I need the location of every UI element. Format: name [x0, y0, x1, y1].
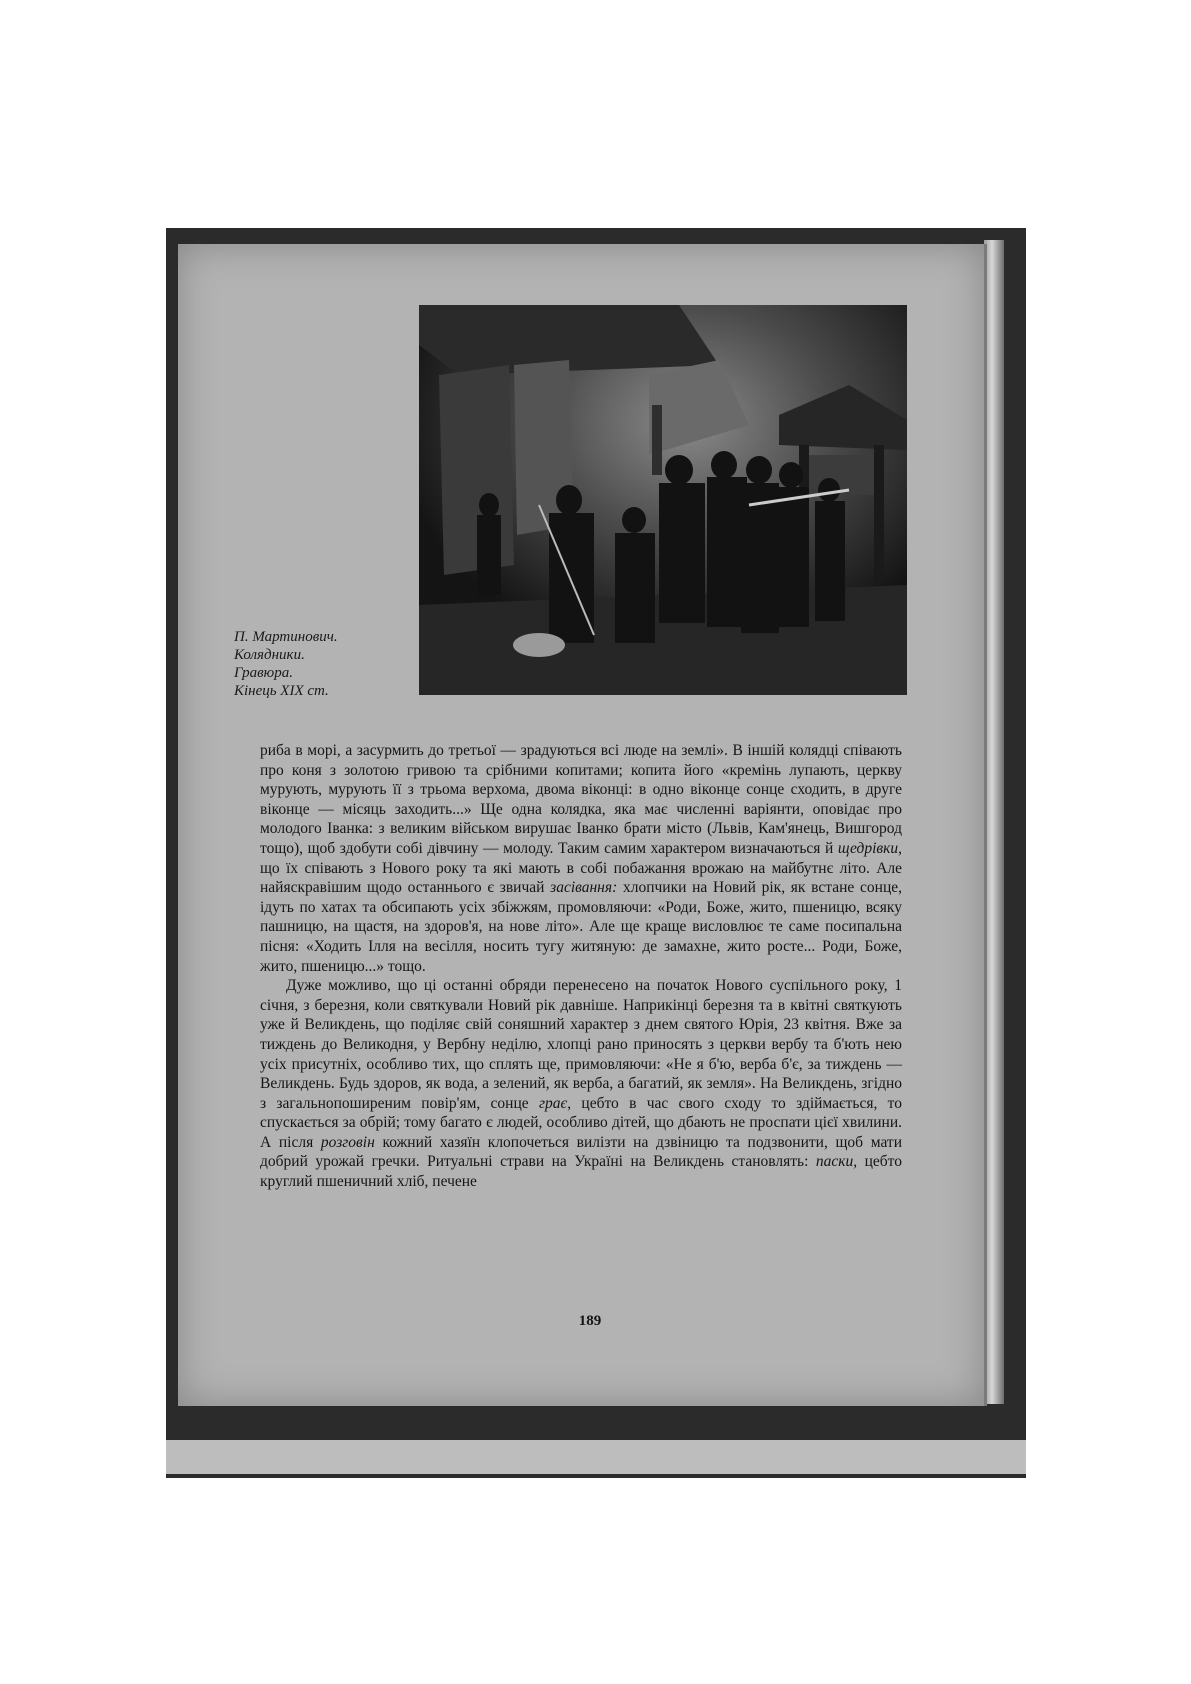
- page-number: 189: [578, 1313, 602, 1329]
- term-rozhovin: розговін: [320, 1133, 375, 1151]
- caption-author: П. Мартинович.: [234, 629, 338, 645]
- term-zasivannia: засівання:: [550, 879, 618, 897]
- caption-title: Колядники.: [234, 647, 305, 663]
- text-run: , що їх співають з Нового року та які мають в собі побажання врожаю на майбутнє літо. Але найяскравішим щодо останнього є звичай: [260, 839, 902, 897]
- term-pasky: паски,: [815, 1153, 858, 1171]
- page-edge: [984, 240, 1004, 1404]
- engraving-image: [419, 305, 907, 695]
- term-hraie: грає: [538, 1094, 568, 1112]
- text-run: кожний хазяїн клопочеться вилізти на дзвіницю та подзвонити, щоб мати добрий урожай гречки. Ритуальні страви на Україні на Великдень становлять:: [260, 1133, 902, 1171]
- text-run: хлопчики на Новий рік, як встане сонце, ідуть по хатах та обсипають усіх збіжжям, промовляючи: «Роди, Боже, жито, пшеницю, всяку пашницю, на щастя, на здоров'я, на нове літо». Але ще краще висловлює те саме посипальна пісня: «Ходить Ілля на весілля, носить тугу житяную: де замахне, жито росте... Роди, Боже, жито, пшеницю...» тощо.: [260, 879, 902, 975]
- body-text: [260, 741, 902, 1192]
- scan-bottom-strip: [166, 1440, 1026, 1474]
- paragraph: [260, 741, 902, 976]
- paragraph: [260, 976, 902, 1192]
- text-run: Дуже можливо, що ці останні обряди перенесено на початок Нового суспільного року, 1 січня, з березня, коли святкували Новий рік давніше. Наприкінці березня та в квітні святкують уже й Великдень, що поділяє свій соняшний характер з днем святого Юрія, 23 квітня. Вже за тиждень до Великодня, у Вербну неділю, хлопці рано приносять з церкви вербу та б'ють нею усіх присутніх, особливо тих, що сплять ще, примовляючи: «Не я б'ю, верба б'є, за тиждень — Великдень. Будь здоров, як вода, а зелений, як верба, а багатий, як земля». На Великдень, згідно з загальнопоширеним повір'ям, сонце: [260, 977, 902, 1112]
- caption-date: Кінець XIX ст.: [234, 683, 329, 699]
- engraving-caption: [234, 628, 414, 700]
- engraving-illustration: [419, 305, 907, 695]
- term-shchedrivky: щедрівки: [837, 839, 899, 857]
- text-run: цебто круглий пшеничний хліб, печене: [260, 1153, 902, 1191]
- text-run: , цебто в час свого сходу то здіймається, то спускається за обрій; тому багато є людей, особливо дітей, що дбають не проспати цієї хвилини. А після: [260, 1094, 902, 1151]
- caption-technique: Гравюра.: [234, 665, 293, 681]
- text-run: риба в морі, а засурмить до третьої — зрадуються всі люде на землі». В іншій колядці співають про коня з золотою гривою та срібними копитами; копита його «кремінь лупають, церкву мурують, мурують її з трьома верхома, двома віконці: в одно віконце сонце сходить, в друге віконце — місяць заходить...» Ще одна колядка, яка має численні варіянти, оповідає про молодого Іванка: з великим військом вирушає Іванко брати місто (Львів, Кам'янець, Вишгород тощо), щоб здобути собі дівчину — молоду. Таким самим характером визначаються й: [260, 742, 902, 857]
